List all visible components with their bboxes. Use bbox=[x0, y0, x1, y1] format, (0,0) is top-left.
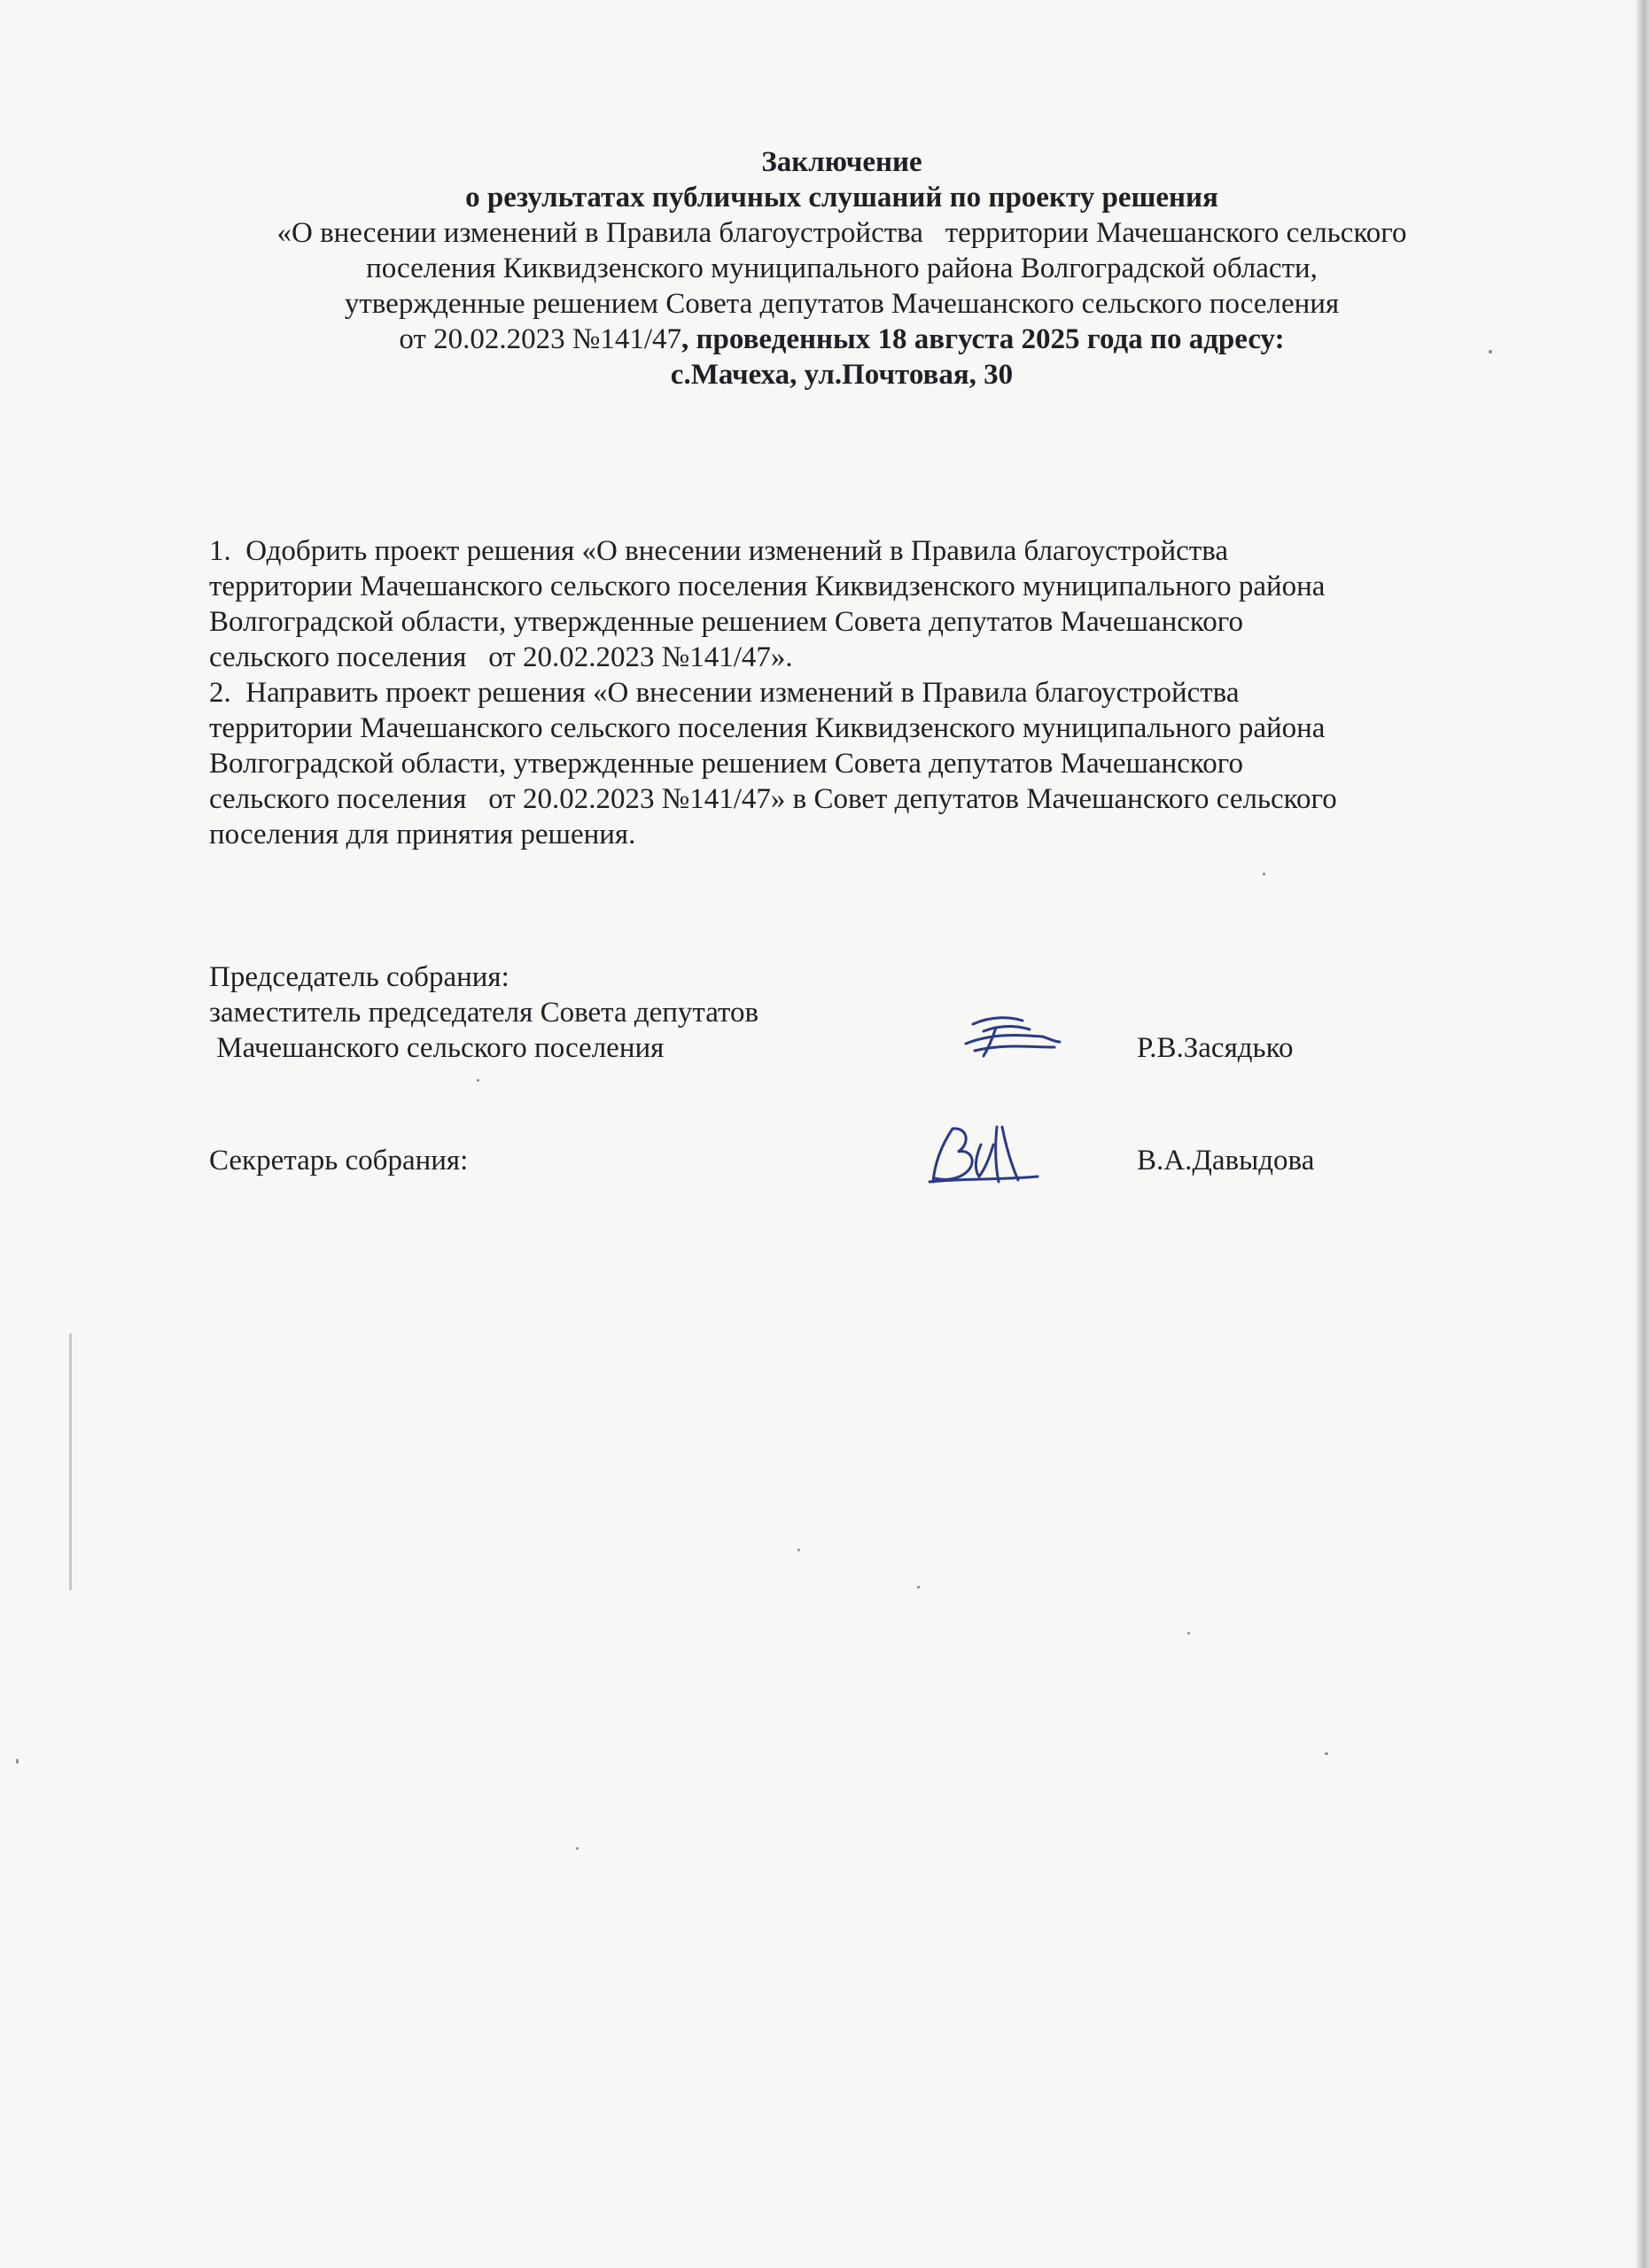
heading-line: утвержденные решением Совета депутатов Мачешанского сельского поселения bbox=[344, 288, 1340, 320]
scan-edge-shadow bbox=[1637, 0, 1649, 2268]
decision-item-2 bbox=[209, 675, 1521, 852]
decision-line: 1. Одобрить проект решения «О внесении изменений в Правила благоустройства bbox=[209, 535, 1229, 567]
heading-date-regular: от 20.02.2023 №141/47 bbox=[399, 323, 682, 355]
scan-speck bbox=[576, 1847, 579, 1850]
decision-line: территории Мачешанского сельского поселения Киквидзенского муниципального района bbox=[209, 712, 1326, 744]
decision-line: Волгоградской области, утвержденные решением Совета депутатов Мачешанского bbox=[209, 748, 1243, 780]
scan-margin-line bbox=[69, 1333, 72, 1590]
decision-line: Волгоградской области, утвержденные решением Совета депутатов Мачешанского bbox=[209, 606, 1243, 638]
heading-line: «О внесении изменений в Правила благоустройства территории Мачешанского сельского bbox=[276, 217, 1407, 249]
decision-line: сельского поселения от 20.02.2023 №141/47» в Совет депутатов Мачешанского сельского bbox=[209, 783, 1337, 815]
chair-signature-icon bbox=[957, 1012, 1063, 1063]
heading-line-date bbox=[177, 322, 1506, 357]
secretary-signature-icon bbox=[926, 1118, 1041, 1189]
scan-speck bbox=[1325, 1752, 1328, 1755]
scan-speck bbox=[797, 1549, 800, 1551]
decision-line: поселения для принятия решения. bbox=[209, 819, 636, 850]
scan-speck bbox=[1187, 1632, 1190, 1635]
scan-speck bbox=[917, 1586, 920, 1588]
scan-speck bbox=[477, 1079, 479, 1082]
secretary-label: Секретарь собрания: bbox=[209, 1145, 469, 1177]
document-heading bbox=[177, 144, 1506, 392]
document-subtitle: о результатах публичных слушаний по проекту решения bbox=[465, 182, 1218, 214]
decision-line: 2. Направить проект решения «О внесении изменений в Правила благоустройства bbox=[209, 677, 1240, 709]
document-title: Заключение bbox=[761, 146, 922, 178]
chair-label: Председатель собрания: bbox=[209, 961, 509, 993]
decision-line: территории Мачешанского сельского поселения Киквидзенского муниципального района bbox=[209, 571, 1326, 602]
scan-speck bbox=[16, 1759, 19, 1764]
decision-item-1 bbox=[209, 533, 1521, 675]
decision-items bbox=[209, 533, 1521, 852]
chair-position-line1: заместитель председателя Совета депутатов bbox=[209, 997, 759, 1029]
secretary-name: В.А.Давыдова bbox=[1137, 1145, 1315, 1177]
decision-line: сельского поселения от 20.02.2023 №141/47». bbox=[209, 641, 793, 673]
scan-speck bbox=[1263, 873, 1265, 875]
chair-position-line2: Мачешанского сельского поселения bbox=[209, 1032, 665, 1064]
heading-date-bold: , проведенных 18 августа 2025 года по адресу: bbox=[681, 323, 1285, 355]
heading-line: поселения Киквидзенского муниципального района Волгоградской области, bbox=[366, 252, 1318, 284]
heading-address: с.Мачеха, ул.Почтовая, 30 bbox=[670, 359, 1014, 391]
chair-name: Р.В.Засядько bbox=[1137, 1032, 1294, 1064]
